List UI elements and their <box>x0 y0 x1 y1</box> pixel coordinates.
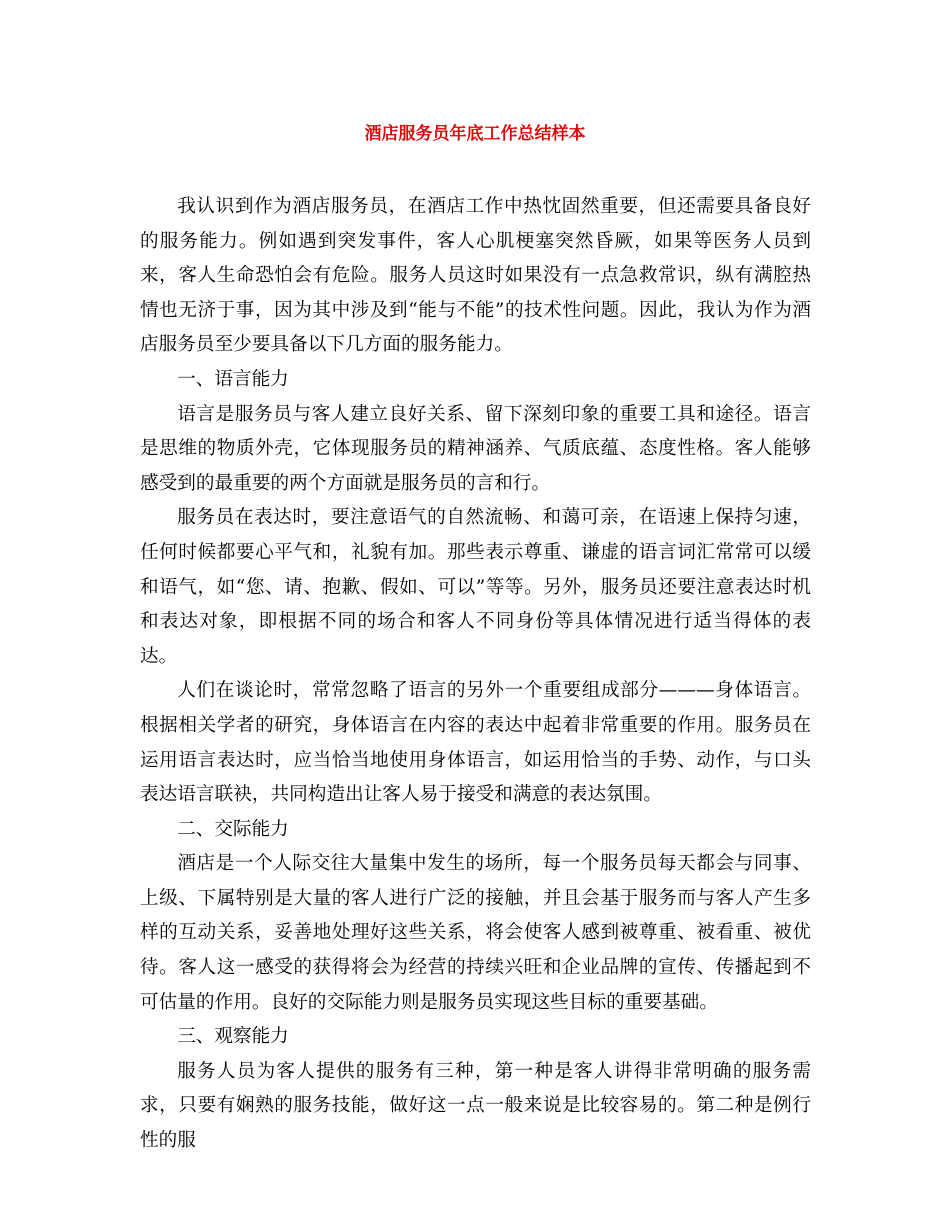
section-heading-communication: 二、交际能力 <box>177 818 289 840</box>
paragraph: 服务员在表达时，要注意语气的自然流畅、和蔼可亲，在语速上保持匀速，任何时候都要心平气和，礼貌有加。那些表示尊重、谦虚的语言词汇常常可以缓和语气，如“您、请、抱歉、假如、可以”等等。另外，服务员还要注意表达时机和表达对象，即根据不同的场合和客人不同身份等具体情况进行适当得体的表达。 <box>140 507 811 667</box>
document-body <box>140 190 811 1159</box>
paragraph: 人们在谈论时，常常忽略了语言的另外一个重要组成部分———身体语言。根据相关学者的研究，身体语言在内容的表达中起着非常重要的作用。服务员在运用语言表达时，应当恰当地使用身体语言，如运用恰当的手势、动作，与口头表达语言联袂，共同构造出让客人易于接受和满意的表达氛围。 <box>140 680 811 806</box>
paragraph: 服务人员为客人提供的服务有三种，第一种是客人讲得非常明确的服务需求，只要有娴熟的服务技能，做好这一点一般来说是比较容易的。第二种是例行性的服 <box>140 1060 811 1152</box>
paragraph: 酒店是一个人际交往大量集中发生的场所，每一个服务员每天都会与同事、上级、下属特别是大量的客人进行广泛的接触，并且会基于服务而与客人产生多样的互动关系，妥善地处理好这些关系，将会使客人感到被尊重、被看重、被优待。客人这一感受的获得将会为经营的持续兴旺和企业品牌的宣传、传播起到不可估量的作用。良好的交际能力则是服务员实现这些目标的重要基础。 <box>140 853 811 1013</box>
document-title: 酒店服务员年底工作总结样本 <box>364 124 586 144</box>
paragraph-intro: 我认识到作为酒店服务员，在酒店工作中热忱固然重要，但还需要具备良好的服务能力。例如遇到突发事件，客人心肌梗塞突然昏厥，如果等医务人员到来，客人生命恐怕会有危险。服务人员这时如果没有一点急救常识，纵有满腔热情也无济于事，因为其中涉及到“能与不能”的技术性问题。因此，我认为作为酒店服务员至少要具备以下几方面的服务能力。 <box>140 196 811 356</box>
paragraph: 语言是服务员与客人建立良好关系、留下深刻印象的重要工具和途径。语言是思维的物质外壳，它体现服务员的精神涵养、气质底蕴、态度性格。客人能够感受到的最重要的两个方面就是服务员的言和行。 <box>140 403 811 494</box>
section-heading-language: 一、语言能力 <box>177 368 289 390</box>
section-heading-observation: 三、观察能力 <box>177 1026 289 1048</box>
